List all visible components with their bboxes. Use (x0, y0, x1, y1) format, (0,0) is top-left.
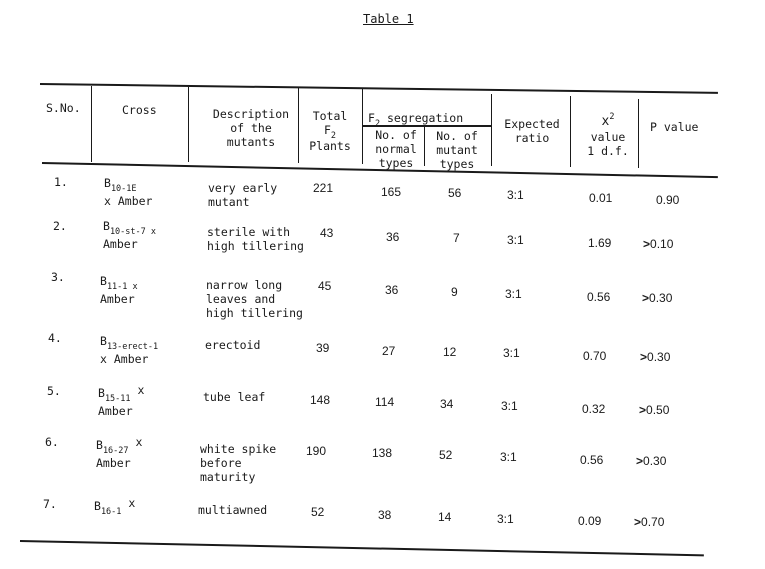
header-description: Description of the mutants (212, 107, 290, 149)
row-2-mutant: 7 (453, 231, 460, 245)
header-normal: No. of normal types (375, 128, 417, 170)
row-6-cross: $B_{16-27}$ x Amber (96, 435, 143, 470)
row-3-sno: 3. (51, 270, 65, 284)
header-chi: $x^2$ value 1 d.f. (587, 112, 629, 158)
row-4-desc: erectoid (205, 338, 261, 352)
row-2-total: 43 (320, 226, 334, 240)
row-5-desc: tube leaf (203, 390, 266, 404)
row-6-p: >0.30 (636, 454, 667, 468)
row-2-chi: 1.69 (588, 236, 612, 250)
header-divider-1 (91, 86, 92, 162)
row-2-sno: 2. (53, 219, 67, 233)
row-1-chi: 0.01 (589, 191, 613, 205)
row-3-chi: 0.56 (587, 290, 611, 304)
row-7-ratio: 3:1 (497, 512, 514, 526)
header-divider-4 (362, 89, 363, 164)
row-3-ratio: 3:1 (505, 287, 522, 301)
top-rule (40, 83, 718, 94)
header-mutant: No. of mutant types (436, 129, 478, 171)
header-segregation: $F_2$ segregation (368, 111, 464, 129)
row-6-sno: 6. (45, 435, 59, 449)
row-5-mutant: 34 (440, 397, 454, 411)
row-3-normal: 36 (385, 283, 399, 297)
row-2-cross: $B_{10-st-7 x}$ Amber (103, 219, 156, 251)
row-7-p: >0.70 (634, 515, 665, 529)
row-3-mutant: 9 (451, 285, 458, 299)
header-divider-5 (424, 126, 425, 166)
row-7-chi: 0.09 (578, 514, 602, 528)
row-4-p: >0.30 (640, 350, 671, 364)
row-4-mutant: 12 (443, 345, 457, 359)
header-sno: S.No. (46, 101, 81, 115)
row-1-normal: 165 (381, 185, 402, 199)
row-7-mutant: 14 (438, 510, 452, 524)
row-3-cross: $B_{11-1 x}$ Amber (100, 274, 138, 306)
header-divider-3 (298, 88, 299, 163)
header-divider-2 (188, 87, 189, 162)
row-7-normal: 38 (378, 508, 392, 522)
row-4-ratio: 3:1 (503, 346, 520, 360)
row-4-cross: $B_{13-erect-1}$ x Amber (100, 334, 159, 366)
row-6-total: 190 (306, 444, 327, 458)
row-4-normal: 27 (382, 344, 396, 358)
row-1-mutant: 56 (448, 186, 462, 200)
row-6-normal: 138 (372, 446, 393, 460)
row-5-ratio: 3:1 (501, 399, 518, 413)
row-6-ratio: 3:1 (500, 450, 517, 464)
row-5-chi: 0.32 (582, 402, 606, 416)
header-divider-7 (570, 96, 571, 167)
row-1-desc: very early mutant (208, 181, 278, 209)
row-3-p: >0.30 (642, 291, 673, 305)
row-1-total: 221 (313, 181, 334, 195)
row-5-total: 148 (310, 393, 331, 407)
row-7-total: 52 (311, 505, 325, 519)
row-4-total: 39 (316, 341, 330, 355)
row-1-sno: 1. (54, 175, 68, 189)
row-1-ratio: 3:1 (507, 188, 524, 202)
row-2-desc: sterile with high tillering (207, 225, 304, 253)
header-p: P value (650, 120, 699, 134)
header-divider-6 (491, 94, 492, 166)
row-4-sno: 4. (48, 331, 62, 345)
row-7-sno: 7. (43, 497, 57, 511)
row-2-p: >0.10 (643, 237, 674, 251)
header-cross: Cross (122, 103, 157, 117)
row-4-chi: 0.70 (583, 349, 607, 363)
header-total: Total $F_2$ Plants (309, 109, 351, 153)
row-3-total: 45 (318, 279, 332, 293)
row-1-cross: $B_{10-1E}$ x Amber (104, 176, 153, 208)
row-7-desc: multiawned (198, 503, 268, 517)
row-6-chi: 0.56 (580, 453, 604, 467)
bottom-rule (20, 540, 704, 556)
row-7-cross: $B_{16-1}$ x (94, 496, 136, 517)
row-5-cross: $B_{15-11}$ x Amber (98, 383, 145, 418)
row-5-p: >0.50 (639, 403, 670, 417)
row-3-desc: narrow long leaves and high tillering (206, 278, 303, 320)
row-2-normal: 36 (386, 230, 400, 244)
row-2-ratio: 3:1 (507, 233, 524, 247)
header-expected: Expected ratio (504, 117, 560, 145)
header-divider-8 (638, 99, 639, 168)
row-5-normal: 114 (375, 395, 395, 409)
row-5-sno: 5. (47, 384, 61, 398)
row-6-mutant: 52 (439, 448, 453, 462)
row-6-desc: white spike before maturity (200, 442, 277, 484)
table-title: Table 1 (363, 12, 414, 26)
row-1-p: 0.90 (656, 193, 680, 207)
